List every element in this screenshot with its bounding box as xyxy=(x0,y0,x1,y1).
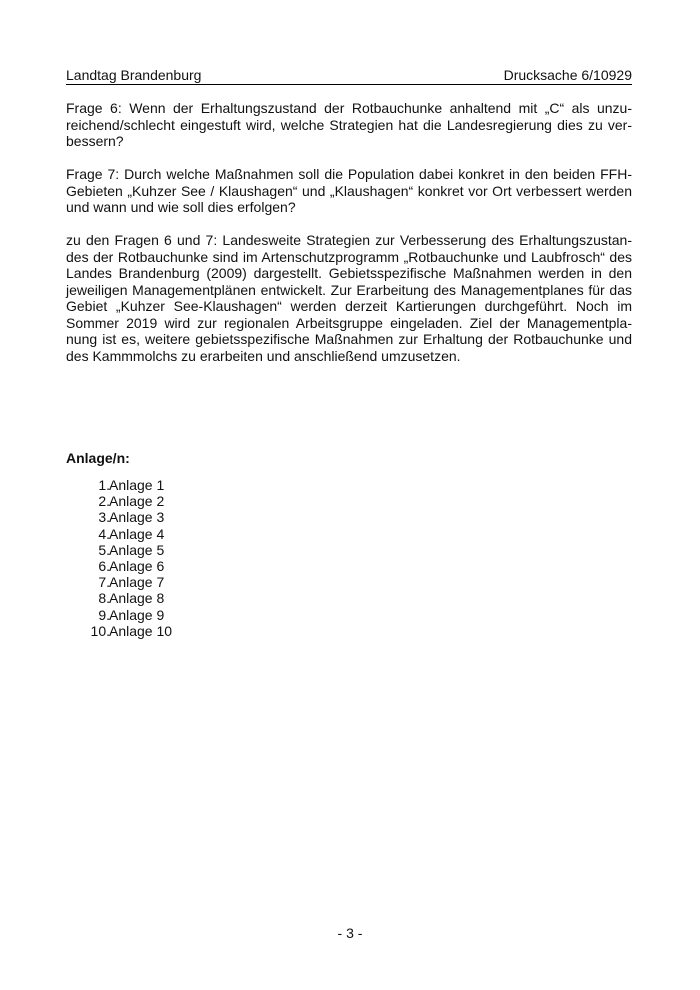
list-item-label: Anlage 5 xyxy=(109,541,165,558)
list-item-label: Anlage 10 xyxy=(109,622,173,639)
list-item xyxy=(66,509,366,525)
list-item xyxy=(66,526,366,542)
list-item-label: Anlage 8 xyxy=(109,590,165,607)
attachments-heading: Anlage/n: xyxy=(66,450,130,466)
page-header xyxy=(66,66,632,84)
list-item-number: 4. xyxy=(98,525,110,542)
list-item-label: Anlage 6 xyxy=(109,557,165,574)
list-item-number: 8. xyxy=(98,590,110,607)
list-item-label: Anlage 7 xyxy=(109,574,165,591)
list-item-number: 7. xyxy=(98,574,110,591)
list-item-label: Anlage 1 xyxy=(109,477,165,493)
list-item-label: Anlage 2 xyxy=(109,493,165,510)
attachments-list xyxy=(66,477,366,639)
question-6-paragraph: Frage 6: Wenn der Erhaltungszustand der Rotbauchunke anhaltend mit „C“ als unzu-reichend/schlecht eingestuft wird, welche Strategien hat die Landesregierung dies zu ver-bessern? xyxy=(66,100,632,149)
question-7-paragraph: Frage 7: Durch welche Maßnahmen soll die Population dabei konkret in den beiden FFH-Gebieten „Kuhzer See / Klaushagen“ und „Klaushagen“ konkret vor Ort verbessert werden und wann und wie soll dies erfolgen? xyxy=(66,166,632,215)
header-document-number: Drucksache 6/10929 xyxy=(503,67,632,83)
list-item-number: 1. xyxy=(98,477,110,493)
list-item-number: 6. xyxy=(98,557,110,574)
list-item xyxy=(66,477,366,493)
list-item xyxy=(66,493,366,509)
list-item-number: 9. xyxy=(98,606,110,623)
list-item-label: Anlage 3 xyxy=(109,509,165,526)
header-institution: Landtag Brandenburg xyxy=(66,67,202,83)
list-item-number: 5. xyxy=(98,541,110,558)
list-item-number: 3. xyxy=(98,509,110,526)
page-number: - 3 - xyxy=(337,925,363,941)
list-item-number: 10. xyxy=(90,622,110,639)
list-item-label: Anlage 4 xyxy=(109,525,165,542)
header-divider xyxy=(66,84,632,85)
list-item xyxy=(66,623,366,639)
list-item xyxy=(66,542,366,558)
list-item xyxy=(66,590,366,606)
list-item xyxy=(66,607,366,623)
answer-paragraph: zu den Fragen 6 und 7: Landesweite Strategien zur Verbesserung des Erhaltungszustan-des der Rotbauchunke sind im Artenschutzprogramm „Rotbauchunke und Laubfrosch“ des Landes Brandenburg (2009) dargestellt. Gebietsspezifische Maßnahmen werden in den jeweiligen Managementplänen entwickelt. Zur Erarbeitung des Managementplanes für das Gebiet „Kuhzer See-Klaushagen“ werden derzeit Kartierungen durchgeführt. Noch im Sommer 2019 wird zur regionalen Arbeitsgruppe eingeladen. Ziel der Managementpla-nung ist es, weitere gebietsspezifische Maßnahmen zur Erhaltung der Rotbauchunke und des Kammmolchs zu erarbeiten und anschließend umzusetzen. xyxy=(66,232,632,364)
list-item-number: 2. xyxy=(98,493,110,510)
list-item xyxy=(66,558,366,574)
list-item-label: Anlage 9 xyxy=(109,606,165,623)
list-item xyxy=(66,574,366,590)
